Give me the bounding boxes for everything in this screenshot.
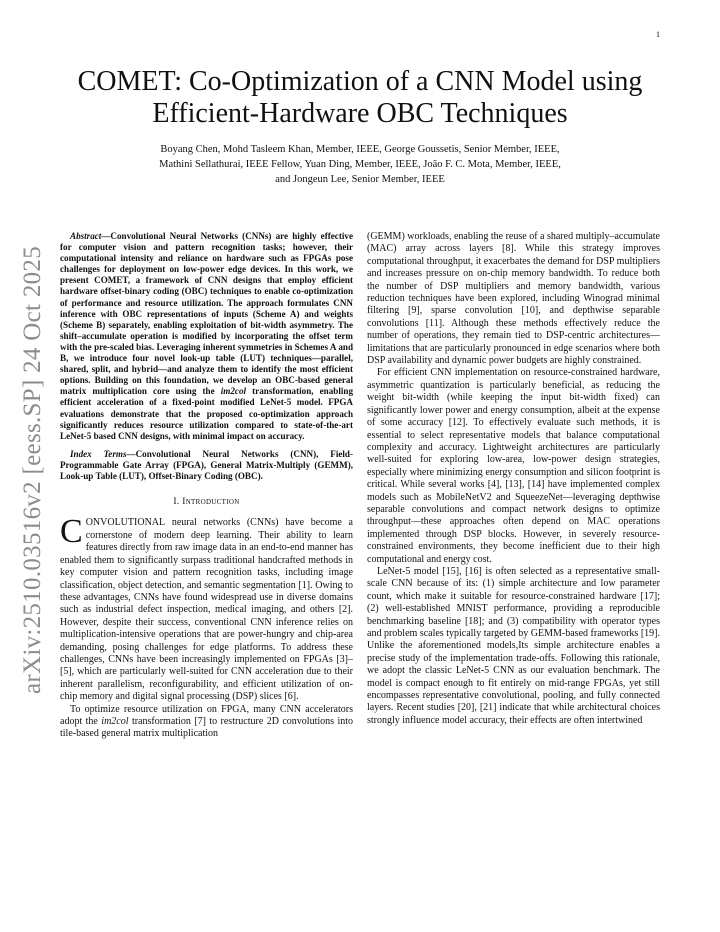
arxiv-sidebar	[10, 245, 56, 695]
title-line-2: Efficient-Hardware OBC Techniques	[152, 98, 568, 129]
intro-paragraph-1	[60, 513, 353, 703]
abstract-text: —Convolutional Neural Networks (CNNs) are highly effective for computer vision and pattern recognition tasks; however, their computational intensity and reliance on hardware such as FPGAs pose challenges for deployment on low-power edge devices. In this work, we present COMET, a framework of CNN designs that employ efficient hardware offset-binary coding (OBC) techniques to enable co-optimization of performance and resource utilization. The approach formulates CNN inference with OBC representations of inputs (Scheme A) and weights (Scheme B) separately, enabling exploitation of bit-width asymmetry. The shift–accumulate operation is modified by incorporating the offset term with the pre-scaled bias. Leveraging inherent symmetries in Schemes A and B, we introduce four novel look-up table (LUT) techniques—parallel, shared, split, and hybrid—and analyze them to identify the most efficient options. Building on this foundation, we develop an OBC-based general matrix multiplication core using the	[60, 231, 353, 397]
section-heading-introduction: I. Introduction	[173, 497, 240, 508]
drop-cap: C	[60, 513, 83, 551]
intro-italic-term: im2col	[101, 715, 129, 727]
intro-paragraph-1-text: neural networks (CNNs) have become a cornerstone of modern deep learning. Their ability to learn features directly from raw image data in an end-to-end manner has enabled them to significantly surpass traditional handcrafted methods in key computer vision and pattern recognition tasks, including image classification, object detection, and semantic segmentation [1]. Owing to these advantages, CNNs have found widespread use in diverse domains such as industrial defect inspection, medical imaging, and others [2]. However, despite their success, conventional CNN inference relies on multiplication-intensive operations that are power-hungry and chip-area demanding, posing challenges for edge platforms. To address these challenges, CNNs have been increasingly implemented on FPGAs [3]–[5], which are particularly well-suited for CNN acceleration due to their inherent parallelism, reconfigurability, and efficient utilization of on-chip memory and digital signal processing (DSP) slices [6].	[60, 517, 353, 703]
abstract-text-end: transformation, enabling efficient acceleration of a fixed-point modified LeNet-5 model. FPGA evaluations demonstrate that the proposed co-optimization approach significantly reduces resource utilization compared to state-of-the-art LeNet-5 based CNN designs, with minimal impact on accuracy.	[60, 386, 353, 441]
index-terms-label: Index Terms	[70, 448, 127, 459]
title-line-1: COMET: Co-Optimization of a CNN Model using	[77, 66, 643, 97]
index-terms-text: —Convolutional Neural Networks (CNN), Field-Programmable Gate Array (FPGA), General Matrix-Multiply (GEMM), Look-up Table (LUT), Offset-Binary Coding (OBC).	[60, 448, 353, 481]
intro-paragraph-2-text: To optimize resource utilization on FPGA, many CNN accelerators adopt the	[60, 703, 353, 727]
abstract-label: Abstract	[70, 231, 102, 241]
abstract-italic-term: im2col	[220, 386, 247, 397]
abstract	[60, 231, 353, 442]
paper-title	[60, 66, 660, 130]
intro-paragraph-2	[60, 704, 353, 741]
right-column	[367, 231, 660, 727]
left-column	[60, 231, 353, 741]
author-line-3: and Jongeun Lee, Senior Member, IEEE	[275, 174, 445, 185]
arxiv-identifier: arXiv:2510.03516v2 [eess.SP] 24 Oct 2025	[19, 245, 46, 695]
author-list	[60, 142, 660, 187]
index-terms	[60, 449, 353, 482]
intro-paragraph-2-continued: (GEMM) workloads, enabling the reuse of a shared multiply–accumulate (MAC) array across layers [8]. While this strategy improves computational throughput, it exacerbates the demand for DSP multipliers and increases pressure on on-chip memory bandwidth. To reduce both the number of DSP multipliers and memory bandwidth, various reduction techniques have been explored, including Winograd minimal filtering [9], sparse convolution [10], and depthwise separable convolutions [11]. Although these methods effectively reduce the number of operations, they remain tied to DSP-centric architectures—limitations that are particularly pronounced in edge scenarios where both DSP availability and dynamic power budgets are highly constrained.	[367, 231, 660, 367]
intro-paragraph-2-text-end: transformation [7] to restructure 2D convolutions into tile-based general matrix multiplication	[60, 715, 354, 740]
intro-paragraph-4: LeNet-5 model [15], [16] is often selected as a representative small-scale CNN because of its: (1) simple architecture and low parameter count, which make it suitable for resource-constrained hardware [17]; (2) well-established MNIST performance, providing a reproducible benchmarking baseline [18]; and (3) compatibility with operator types and problem scales typically targeted by GEMM-based frameworks [19]. Unlike the aforementioned models,Its simple architecture enables a precise study of the implementation trade-offs. Following this rationale, we adopt the classic LeNet-5 CNN as our evaluation benchmark. The model is compact enough to fit entirely on mid-range FPGAs, yet still encompasses representative convolutional, pooling, and fully connected layers. Recent studies [20], [21] indicate that while architectural choices strongly influence model accuracy, their effects are often intertwined	[367, 565, 660, 726]
intro-lead-word: ONVOLUTIONAL	[85, 517, 166, 529]
intro-paragraph-3: For efficient CNN implementation on resource-constrained hardware, asymmetric quantization is particularly beneficial, as reducing the weight bit-width (while keeping the input bit-width fixed) can significantly lower power and energy consumption, albeit at the expense of some accuracy [12]. To effectively evaluate such methods, it is essential to select representative models that balance computational complexity and accuracy. Lightweight architectures are particularly well-suited for exploring low-area, low-power design strategies, especially where minimizing energy consumption and silicon footprint is critical. While several works [4], [13], [14] have implemented complex models such as MobileNetV2 and SqueezeNet—leveraging depthwise separable convolutions and compact network designs to optimize throughput—these approaches often depend on MAC operations implemented through DSP blocks. However, in severely resource-constrained environments, they become inefficient due to their high computational and energy cost.	[367, 367, 660, 565]
page-number: 1	[656, 30, 660, 39]
author-line-1: Boyang Chen, Mohd Tasleem Khan, Member, IEEE, George Goussetis, Senior Member, IEEE,	[160, 144, 560, 155]
author-line-2: Mathini Sellathurai, IEEE Fellow, Yuan Ding, Member, IEEE, João F. C. Mota, Member, IEEE,	[159, 159, 561, 170]
